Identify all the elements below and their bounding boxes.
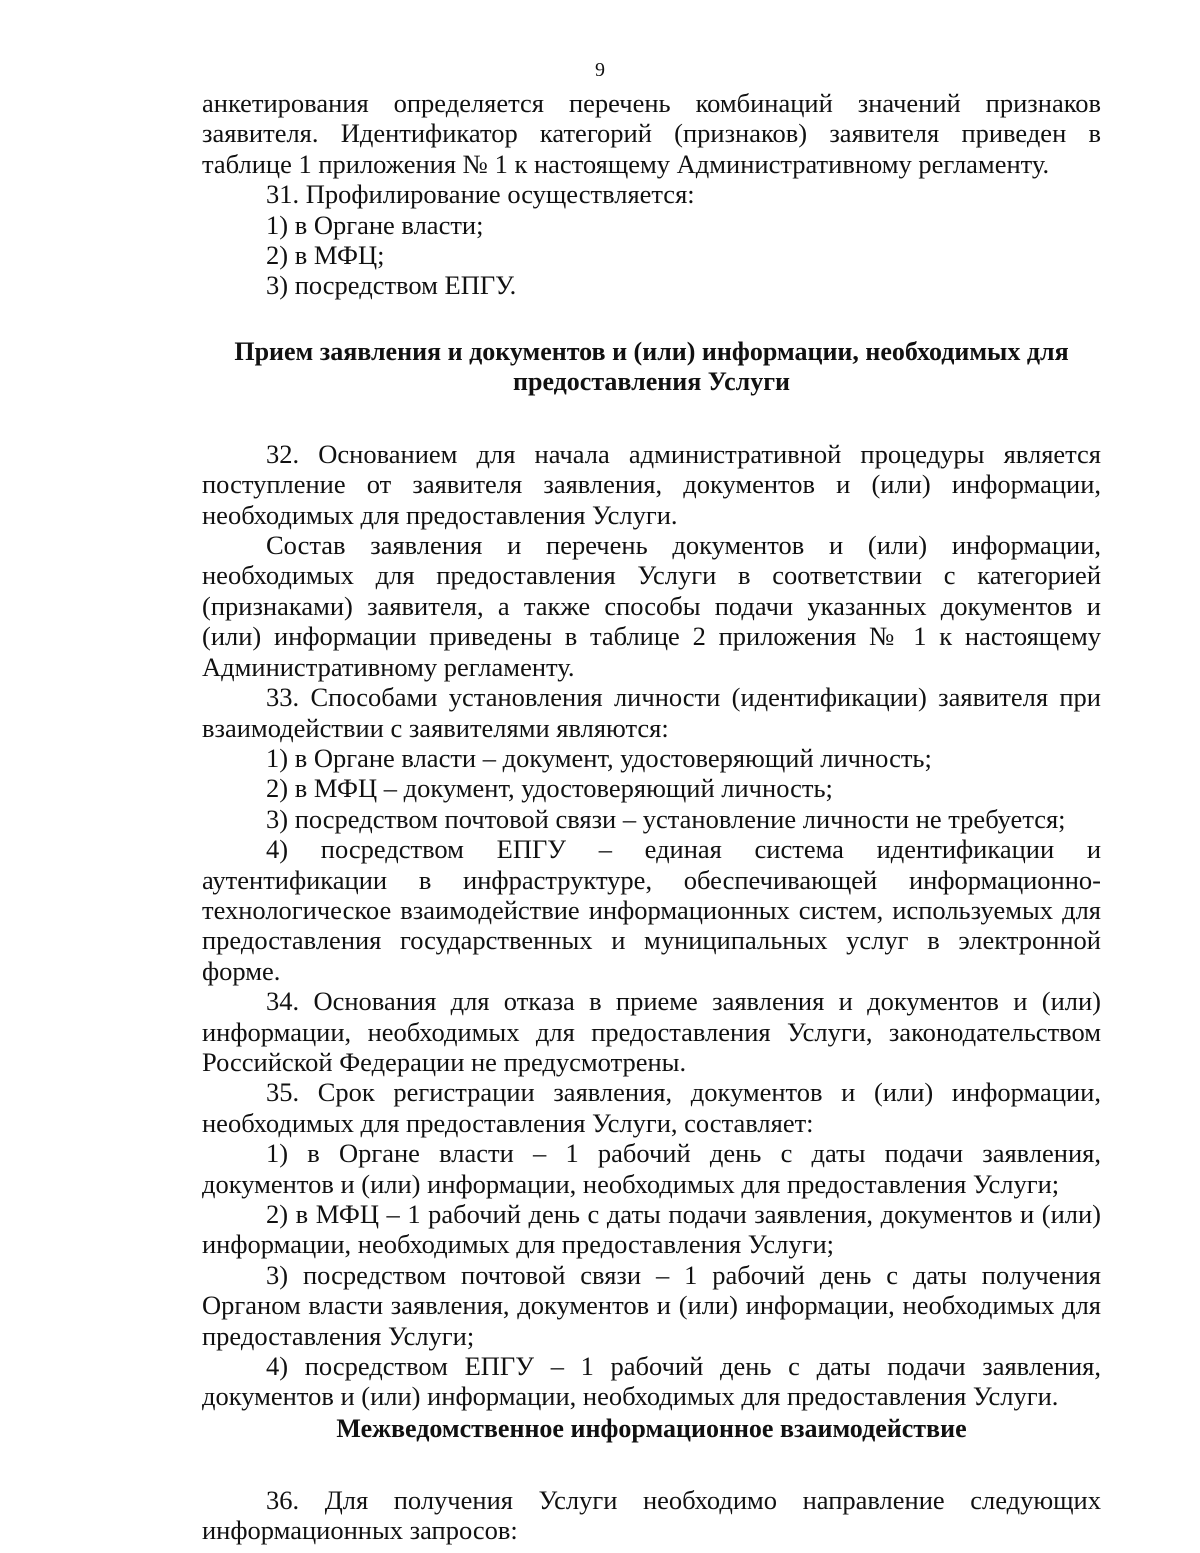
list-item-33-1: 1) в Органе власти – документ, удостоверяющий личность;: [266, 742, 932, 773]
section-heading-reception: Прием заявления и документов и (или) информации, необходимых для предоставления Услуги: [234, 336, 1069, 396]
paragraph-36: 36. Для получения Услуги необходимо направление следующих информационных запросов:: [202, 1484, 1101, 1546]
paragraph-32-composition: Состав заявления и перечень документов и (или) информации, необходимых для предоставления Услуги в соответствии с категорией (признаками) заявителя, а также способы подачи указанных документов и (или) информации приведены в таблице 2 приложения № 1 к настоящему Административному регламенту.: [202, 530, 1101, 682]
list-item-31-2: 2) в МФЦ;: [266, 240, 385, 271]
list-item-31-1: 1) в Органе власти;: [266, 209, 484, 240]
list-item-35-3: 3) посредством почтовой связи – 1 рабочий день с даты получения Органом власти заявления, документов и (или) информации, необходимых для предоставления Услуги;: [202, 1259, 1101, 1351]
list-item-35-1: 1) в Органе власти – 1 рабочий день с даты подачи заявления, документов и (или) информации, необходимых для предоставления Услуги;: [202, 1138, 1101, 1199]
paragraph-31: 31. Профилирование осуществляется:: [266, 179, 695, 210]
list-item-33-3: 3) посредством почтовой связи – установление личности не требуется;: [266, 803, 1066, 834]
list-item-31-3: 3) посредством ЕПГУ.: [266, 270, 517, 301]
page-number: 9: [595, 59, 605, 81]
section-heading-interagency: Межведомственное информационное взаимодействие: [336, 1413, 967, 1443]
paragraph-35: 35. Срок регистрации заявления, документов и (или) информации, необходимых для предоставления Услуги, составляет:: [202, 1077, 1101, 1138]
paragraph-profiling-continuation: анкетирования определяется перечень комбинаций значений признаков заявителя. Идентификатор категорий (признаков) заявителя приведен в таблице 1 приложения № 1 к настоящему Административному регламенту.: [202, 88, 1101, 179]
list-item-33-2: 2) в МФЦ – документ, удостоверяющий личность;: [266, 773, 833, 804]
list-item-33-4: 4) посредством ЕПГУ – единая система идентификации и аутентификации в инфраструктуре, обеспечивающей информационно-технологическое взаимодействие информационных систем, используемых для предоставления государственных и муниципальных услуг в электронной форме.: [202, 834, 1101, 986]
paragraph-32: 32. Основанием для начала административной процедуры является поступление от заявителя заявления, документов и (или) информации, необходимых для предоставления Услуги.: [202, 438, 1101, 530]
document-body: [202, 88, 1101, 1546]
paragraph-33: 33. Способами установления личности (идентификации) заявителя при взаимодействии с заявителями являются:: [202, 682, 1101, 743]
paragraph-34: 34. Основания для отказа в приеме заявления и документов и (или) информации, необходимых для предоставления Услуги, законодательством Российской Федерации не предусмотрены.: [202, 986, 1101, 1077]
list-item-35-2: 2) в МФЦ – 1 рабочий день с даты подачи заявления, документов и (или) информации, необходимых для предоставления Услуги;: [202, 1199, 1101, 1260]
list-item-35-4: 4) посредством ЕПГУ – 1 рабочий день с даты подачи заявления, документов и (или) информации, необходимых для предоставления Услуги.: [202, 1351, 1101, 1412]
